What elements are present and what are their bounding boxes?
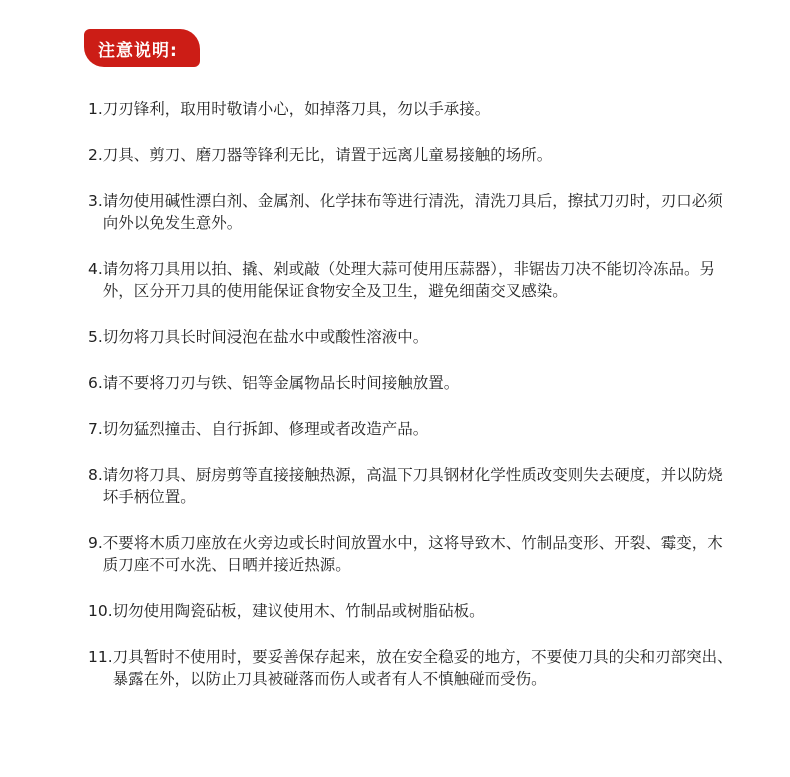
note-item-10 [88,600,738,622]
note-number: 4. [88,260,103,278]
note-number: 3. [88,192,103,210]
note-number: 1. [88,100,103,118]
note-text: 请不要将刀刃与铁、铝等金属物品长时间接触放置。 [102,374,460,392]
note-text: 切勿将刀具长时间浸泡在盐水中或酸性溶液中。 [102,328,429,346]
note-text: 切勿猛烈撞击、自行拆卸、修理或者改造产品。 [102,420,429,438]
note-number: 9. [88,534,103,552]
note-number: 8. [88,466,103,484]
note-item-6 [88,372,738,394]
note-item-7 [88,418,738,440]
note-number: 11. [88,648,113,666]
note-number: 10. [88,602,113,620]
note-text: 请勿将刀具、厨房剪等直接接触热源，高温下刀具钢材化学性质改变则失去硬度，并以防烧坏手柄位置。 [102,466,723,506]
notes-list [88,98,738,714]
note-item-8 [88,464,738,508]
note-text: 刀具暂时不使用时，要妥善保存起来，放在安全稳妥的地方，不要使刀具的尖和刃部突出、暴露在外，以防止刀具被碰落而伤人或者有人不慎触碰而受伤。 [112,648,733,688]
note-text: 切勿使用陶瓷砧板，建议使用木、竹制品或树脂砧板。 [112,602,485,620]
note-number: 6. [88,374,103,392]
note-item-4 [88,258,738,302]
note-item-3 [88,190,738,234]
note-text: 刀具、剪刀、磨刀器等锋利无比，请置于远离儿童易接触的场所。 [102,146,553,164]
page-title: 注意说明: [84,29,200,67]
note-text: 请勿使用碱性漂白剂、金属剂、化学抹布等进行清洗，清洗刀具后，擦拭刀刃时，刃口必须向外以免发生意外。 [102,192,723,232]
note-text: 刀刃锋利，取用时敬请小心，如掉落刀具，勿以手承接。 [102,100,491,118]
note-item-2 [88,144,738,166]
note-number: 2. [88,146,103,164]
note-text: 请勿将刀具用以拍、撬、剁或敲（处理大蒜可使用压蒜器），非锯齿刀决不能切冷冻品。另外，区分开刀具的使用能保证食物安全及卫生，避免细菌交叉感染。 [102,260,716,300]
note-number: 5. [88,328,103,346]
note-item-5 [88,326,738,348]
note-number: 7. [88,420,103,438]
note-item-1 [88,98,738,120]
note-text: 不要将木质刀座放在火旁边或长时间放置水中，这将导致木、竹制品变形、开裂、霉变，木质刀座不可水洗、日晒并接近热源。 [102,534,723,574]
note-item-9 [88,532,738,576]
note-item-11 [88,646,738,690]
